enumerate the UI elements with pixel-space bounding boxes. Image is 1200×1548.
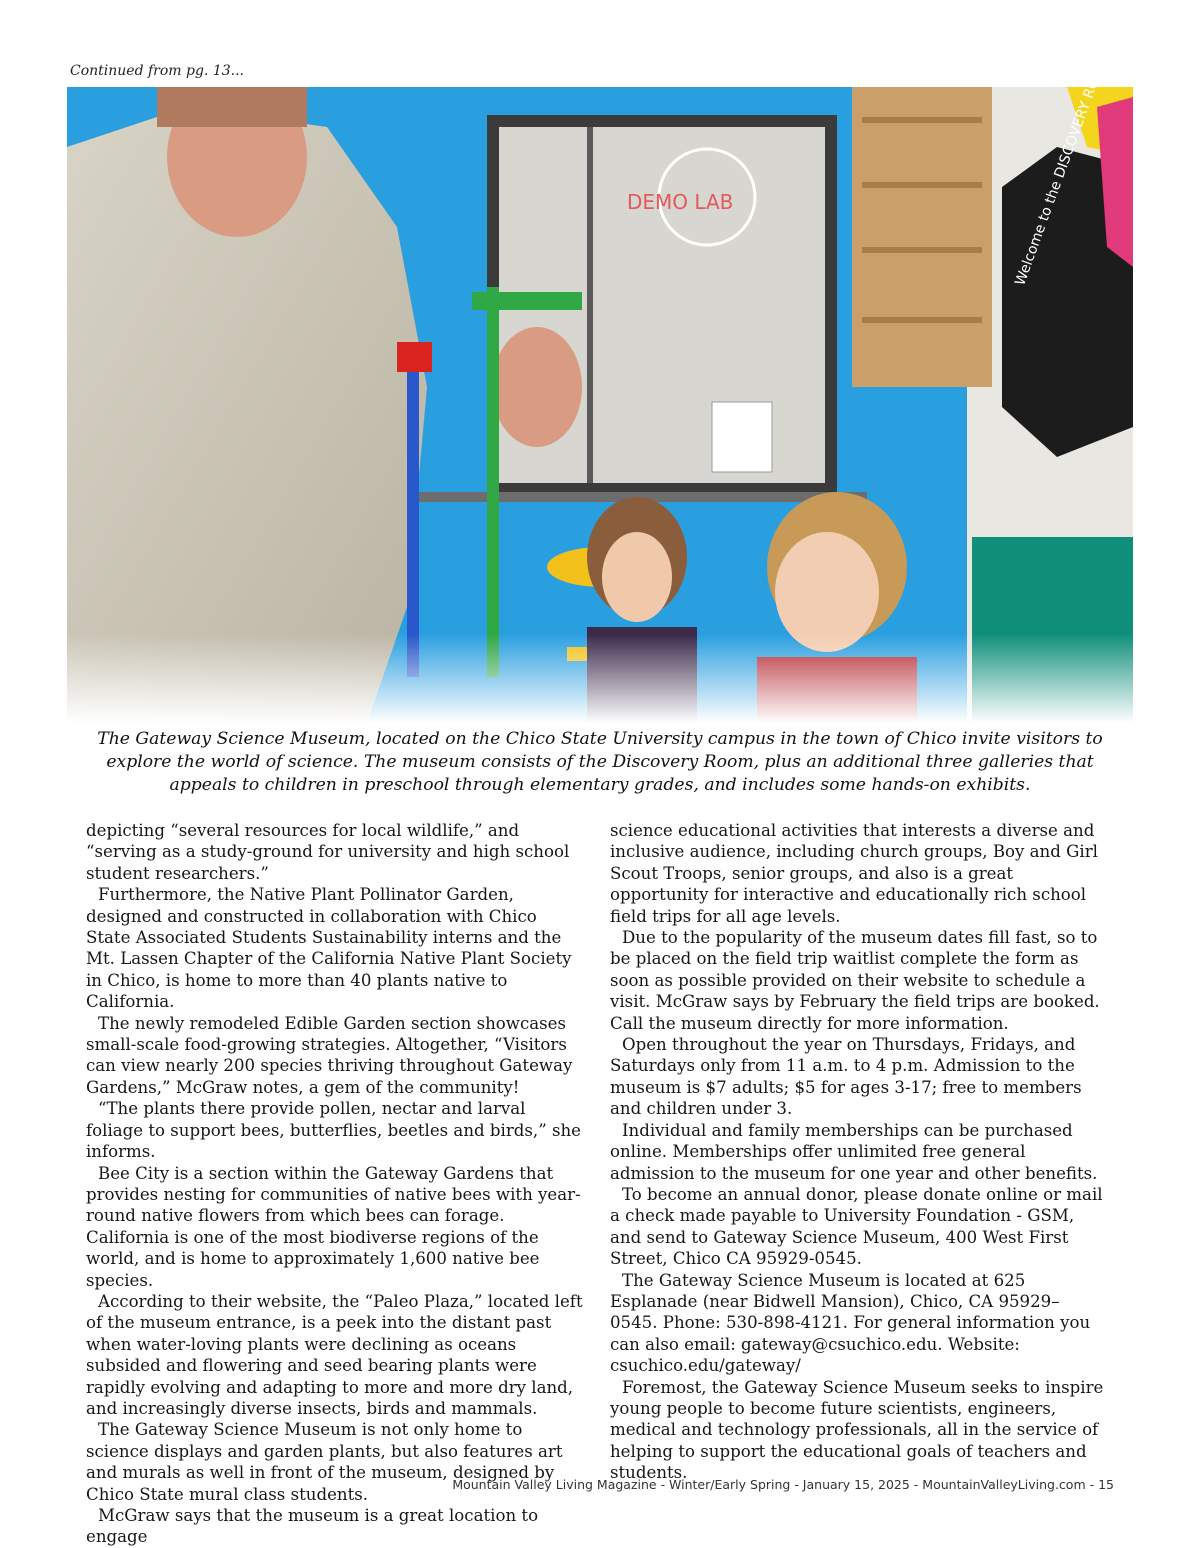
paragraph: The Gateway Science Museum is located at 625 Esplanade (near Bidwell Mansion), Chico, CA 95929–0545. Phone: 530-898-4121. For general information you can also email: gateway@csuchico.edu. Website: csuchico.edu/gateway/: [610, 1270, 1091, 1376]
paragraph: Bee City is a section within the Gateway Gardens that provides nesting for communities of native bees with year-round native flowers from which bees can forage. California is one of the most biodiverse regions of the world, and is home to approximately 1,600 native bee species.: [86, 1163, 581, 1290]
paragraph: The newly remodeled Edible Garden section showcases small-scale food-growing strategies. Altogether, “Visitors can view nearly 200 species thriving throughout Gateway Gardens,” McGraw notes, a gem of the community!: [86, 1013, 573, 1097]
paragraph: Open throughout the year on Thursdays, Fridays, and Saturdays only from 11 a.m. to 4 p.m. Admission to the museum is $7 adults; $5 for ages 3-17; free to members and children under 3.: [610, 1035, 1082, 1119]
article-column-left: [86, 820, 583, 1548]
paragraph: Furthermore, the Native Plant Pollinator Garden, designed and constructed in collaboration with Chico State Associated Students Sustainability interns and the Mt. Lassen Chapter of the California Native Plant Society in Chico, is home to more than 40 plants native to California.: [86, 885, 572, 1012]
paragraph: The Gateway Science Museum is not only home to science displays and garden plants, but also features art and murals as well in front of the museum, designed by Chico State mural class students.: [86, 1420, 563, 1504]
museum-photo: [67, 87, 1133, 723]
paragraph: Due to the popularity of the museum dates fill fast, so to be placed on the field trip waitlist complete the form as soon as possible provided on their website to schedule a visit. McGraw says by February the field trips are booked. Call the museum directly for more information.: [610, 928, 1100, 1033]
article-column-right: [610, 820, 1107, 1484]
paragraph: Foremost, the Gateway Science Museum seeks to inspire young people to become future scientists, engineers, medical and technology professionals, all in the service of helping to support the educational goals of teachers and students.: [610, 1377, 1104, 1483]
photo-icon: [67, 87, 1133, 723]
paragraph: To become an annual donor, please donate online or mail a check made payable to University Foundation - GSM, and send to Gateway Science Museum, 400 West First Street, Chico CA 95929-0545.: [610, 1184, 1103, 1269]
paragraph: depicting “several resources for local wildlife,” and “serving as a study-ground for university and high school student researchers.”: [86, 821, 570, 883]
paragraph: McGraw says that the museum is a great location to engage: [86, 1506, 539, 1547]
paragraph: “The plants there provide pollen, nectar and larval foliage to support bees, butterflies, beetles and birds,” she informs.: [86, 1099, 581, 1162]
paragraph: According to their website, the “Paleo Plaza,” located left of the museum entrance, is a peek into the distant past when water-loving plants were declining as oceans subsided and flowering and seed bearing plants were rapidly evolving and adapting to more and more dry land, and increasingly diverse insects, birds and mammals.: [86, 1291, 583, 1418]
page-footer: Mountain Valley Living Magazine - Winter/Early Spring - January 15, 2025 - MountainValleyLiving.com - 15: [452, 1477, 1114, 1492]
paragraph: science educational activities that interests a diverse and inclusive audience, including church groups, Boy and Girl Scout Troops, senior groups, and also is a great opportunity for interactive and educationally rich school field trips for all age levels.: [610, 821, 1098, 926]
continued-note: Continued from pg. 13...: [70, 63, 245, 79]
photo-caption: The Gateway Science Museum, located on the Chico State University campus in the town of Chico invite visitors to explore the world of science. The museum consists of the Discovery Room, plus an additional three galleries that appeals to children in preschool through elementary grades, and includes some hands-on exhibits.: [97, 729, 1103, 795]
paragraph: Individual and family memberships can be purchased online. Memberships offer unlimited free general admission to the museum for one year and other benefits.: [610, 1120, 1098, 1183]
